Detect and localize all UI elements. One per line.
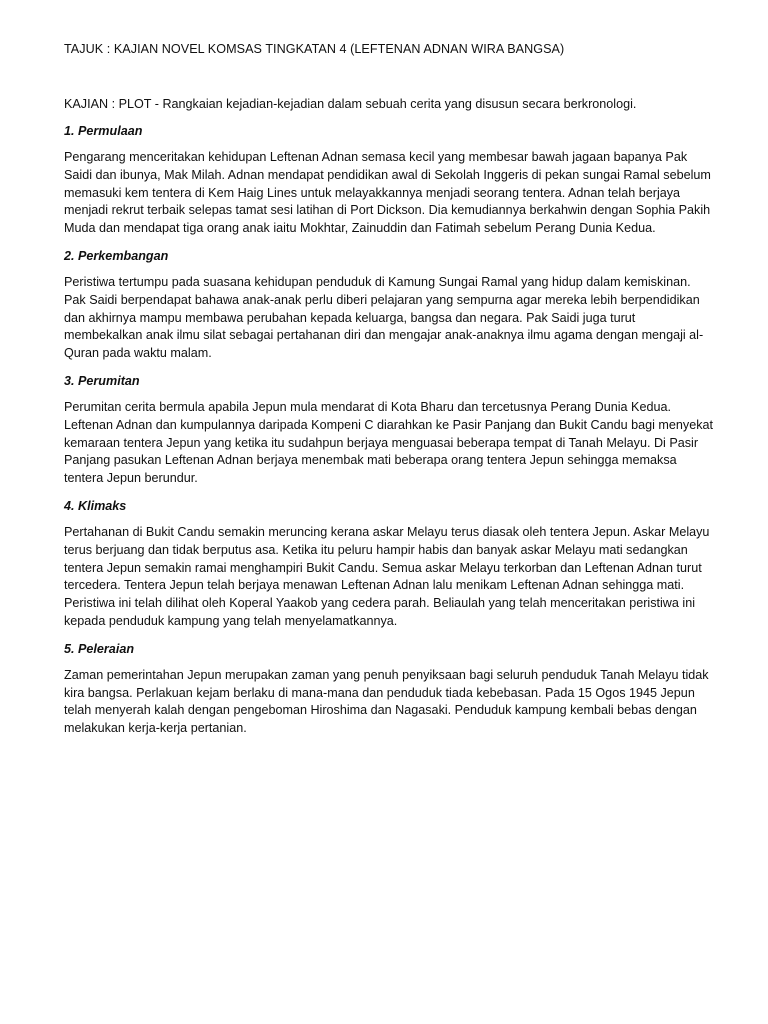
section-paragraph: Pengarang menceritakan kehidupan Leftenan Adnan semasa kecil yang membesar bawah jagaan bapanya Pak Saidi dan ibunya, Mak Milah. Adnan mendapat pendidikan awal di Sekolah Inggeris di pekan sungai Ramal sebelum memasuki kem tentera di Kem Haig Lines untuk melayakkannya menjadi seorang tentera. Adnan telah berjaya menjadi rekrut terbaik selepas tamat sesi latihan di Port Dickson. Dia kemudiannya berkahwin dengan Sophia Pakih Muda dan mendapat tiga orang anak iaitu Mokhtar, Zainuddin dan Fatimah sebelum Perang Dunia Kedua. bbox=[64, 150, 711, 236]
section-heading: 3. Perumitan bbox=[64, 373, 140, 388]
section-perkembangan bbox=[64, 247, 714, 363]
section-heading: 5. Peleraian bbox=[64, 641, 135, 656]
document-title: TAJUK : KAJIAN NOVEL KOMSAS TINGKATAN 4 (LEFTENAN ADNAN WIRA BANGSA) bbox=[64, 42, 565, 56]
section-paragraph: Perumitan cerita bermula apabila Jepun mula mendarat di Kota Bharu dan tercetusnya Perang Dunia Kedua. Leftenan Adnan dan kumpulannya daripada Kompeni C diarahkan ke Pasir Panjang dan Bukit Candu bagi menyekat kemaraan tentera Jepun yang ketika itu sudahpun berjaya menguasai beberapa tempat di Tanah Melayu. Di Pasir Panjang pasukan Leftenan Adnan berjaya menembak mati beberapa orang tentera Jepun sehingga memaksa tentera Jepun berundur. bbox=[64, 399, 714, 486]
section-paragraph: Pertahanan di Bukit Candu semakin meruncing kerana askar Melayu terus diasak oleh tentera Jepun. Askar Melayu terus berjuang dan tidak berputus asa. Ketika itu peluru hampir habis dan banyak askar Melayu mati sedangkan tentera Jepun semakin ramai menghampiri Bukit Candu. Semua askar Melayu terkorban dan Leftenan Adnan turut tercedera. Tentera Jepun telah berjaya menawan Leftenan Adnan lalu menikam Leftenan Adnan sehingga mati. Peristiwa ini telah dilihat oleh Koperal Yaakob yang cedera parah. Beliaulah yang telah menceritakan peristiwa ini kepada penduduk kampung yang telah menyelamatkannya. bbox=[64, 524, 710, 628]
section-klimaks bbox=[64, 497, 714, 631]
document-page bbox=[64, 40, 714, 747]
plot-definition: KAJIAN : PLOT - Rangkaian kejadian-kejadian dalam sebuah cerita yang disusun secara berkronologi. bbox=[64, 97, 637, 111]
section-heading: 1. Permulaan bbox=[64, 124, 143, 138]
section-perumitan bbox=[64, 372, 714, 488]
section-heading: 4. Klimaks bbox=[64, 498, 127, 513]
section-permulaan bbox=[64, 122, 714, 238]
section-peleraian bbox=[64, 640, 714, 738]
section-heading: 2. Perkembangan bbox=[64, 248, 169, 263]
section-paragraph: Peristiwa tertumpu pada suasana kehidupan penduduk di Kamung Sungai Ramal yang hidup dalam kemiskinan. Pak Saidi berpendapat bahawa anak-anak perlu diberi pelajaran yang sempurna agar mereka lebih berpendidikan dan akhirnya mampu membawa perubahan kepada keluarga, bangsa dan negara. Pak Saidi juga turut membekalkan anak ilmu silat sebagai pertahanan diri dan mengajar anak-anaknya ilmu agama dengan mengaji al-Quran pada waktu malam. bbox=[64, 274, 704, 361]
section-paragraph: Zaman pemerintahan Jepun merupakan zaman yang penuh penyiksaan bagi seluruh penduduk Tanah Melayu tidak kira bangsa. Perlakuan kejam berlaku di mana-mana dan penduduk tiada kebebasan. Pada 15 Ogos 1945 Jepun telah menyerah kalah dengan pengeboman Hiroshima dan Nagasaki. Penduduk kampung kembali bebas dengan melakukan kerja-kerja pertanian. bbox=[64, 667, 709, 736]
